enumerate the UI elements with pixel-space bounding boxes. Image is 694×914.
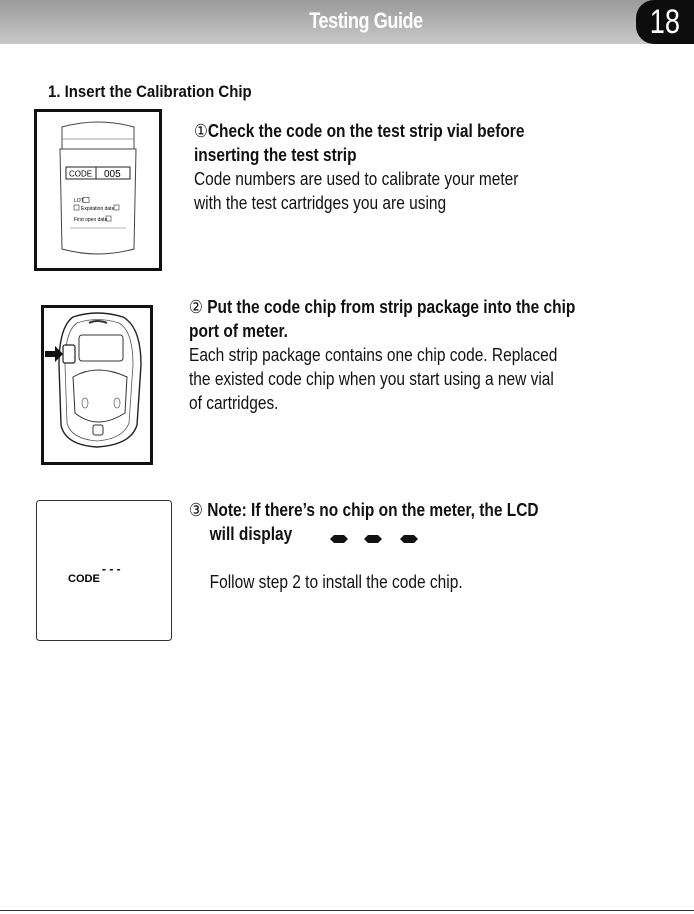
footer-rule	[0, 910, 694, 911]
test-strip-vial-illustration	[34, 109, 162, 271]
lcd-display-illustration	[36, 500, 172, 642]
lcd-dashes: - - -	[102, 562, 121, 576]
vial-code-label: CODE	[69, 169, 93, 179]
lcd-code-label: CODE	[68, 573, 100, 585]
step-2-body-line1: Each strip package contains one chip code. Replaced	[189, 345, 558, 365]
step-1-marker: ①	[194, 121, 208, 141]
step-2-title-line1: ② Put the code chip from strip package into the chip	[189, 297, 576, 317]
vial-expiration-label: Expiration date	[81, 206, 115, 212]
header-bar	[0, 0, 694, 44]
step-3-marker: ③	[189, 500, 203, 520]
step-1-body-line2: with the test cartridges you are using	[194, 193, 447, 213]
section-heading: 1. Insert the Calibration Chip	[48, 82, 252, 101]
vial-code-value: 005	[104, 169, 121, 180]
vial-first-open-label: First open date	[74, 217, 108, 223]
lcd-dash-segments-icon	[328, 532, 424, 546]
step-2-marker: ②	[189, 297, 203, 317]
meter-chip-port-illustration	[41, 305, 153, 465]
step-3-title-line2: will display	[209, 524, 293, 544]
page-number-badge	[636, 0, 694, 44]
step-1-body-line1: Code numbers are used to calibrate your meter	[194, 169, 519, 189]
step-2	[189, 295, 575, 415]
step-3	[189, 498, 539, 594]
step-3-title-line1: ③ Note: If there’s no chip on the meter, the LCD	[189, 500, 539, 520]
step-2-title-line2: port of meter.	[189, 321, 288, 341]
step-3-body-line1: Follow step 2 to install the code chip.	[209, 572, 463, 592]
page-number: 18	[649, 2, 681, 41]
vial-lot-label: LOT	[74, 198, 84, 204]
step-2-body-line3: of cartridges.	[189, 393, 279, 413]
step-1-title-line1: ①Check the code on the test strip vial before	[194, 121, 525, 141]
step-2-body-line2: the existed code chip when you start using a new vial	[189, 369, 554, 389]
page-title: Testing Guide	[309, 8, 423, 33]
step-1	[194, 119, 524, 215]
step-1-title-line2: inserting the test strip	[194, 145, 357, 165]
